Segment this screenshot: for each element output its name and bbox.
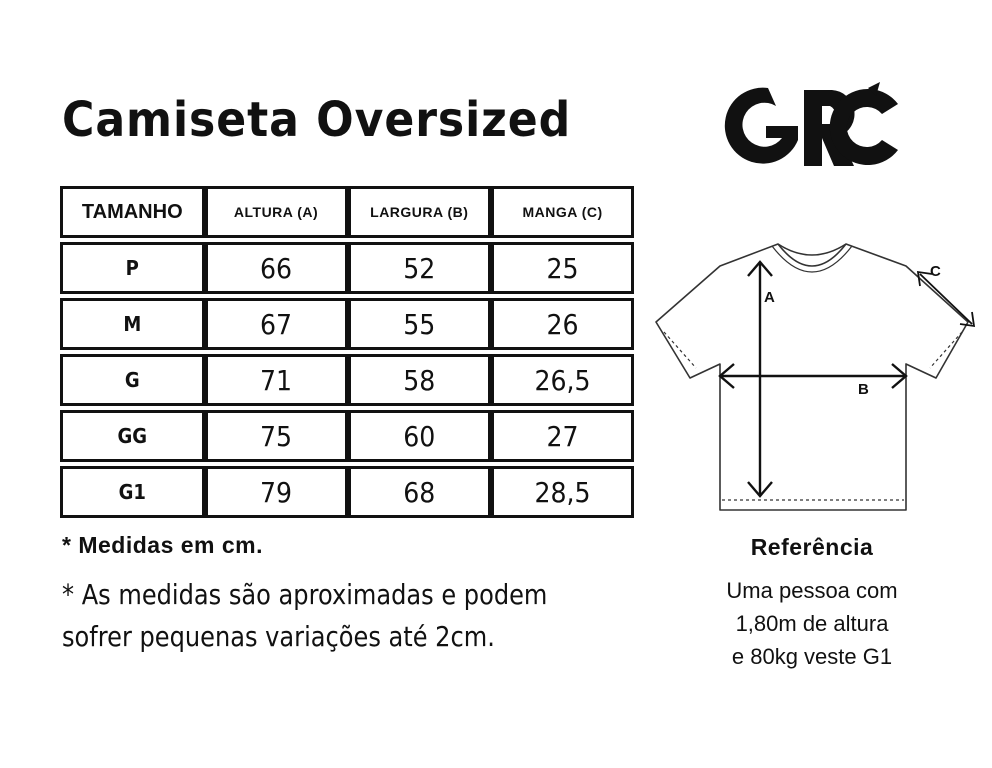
- table-row: [60, 354, 634, 406]
- header-cell: TAMANHO: [60, 186, 205, 238]
- value-cell: 58: [348, 354, 492, 406]
- value-cell: 67: [205, 298, 348, 350]
- header-cell: LARGURA (B): [348, 186, 492, 238]
- value-cell: 71: [205, 354, 348, 406]
- reference-title: Referência: [750, 534, 874, 560]
- size-cell: P: [60, 242, 205, 294]
- value-cell: 68: [348, 466, 492, 518]
- header-cell: MANGA (C): [491, 186, 634, 238]
- table-header-row: [60, 186, 634, 238]
- size-cell: M: [60, 298, 205, 350]
- page-title: Camiseta Oversized: [62, 92, 572, 148]
- size-cell: G: [60, 354, 205, 406]
- reference-line: Uma pessoa com: [726, 578, 898, 603]
- tshirt-measurement-diagram: [650, 236, 980, 516]
- size-table: [60, 186, 634, 518]
- value-cell: 26,5: [491, 354, 634, 406]
- value-cell: 55: [348, 298, 492, 350]
- value-cell: 27: [491, 410, 634, 462]
- label-b: B: [858, 381, 869, 398]
- table-row: [60, 298, 634, 350]
- size-cell: GG: [60, 410, 205, 462]
- value-cell: 25: [491, 242, 634, 294]
- approximation-note: * As medidas são aproximadas e podem sofrer pequenas variações até 2cm.: [62, 578, 548, 653]
- value-cell: 79: [205, 466, 348, 518]
- label-c: C: [930, 263, 941, 280]
- table-row: [60, 242, 634, 294]
- size-cell: G1: [60, 466, 205, 518]
- table-row: [60, 466, 634, 518]
- reference-line: e 80kg veste G1: [731, 644, 893, 669]
- value-cell: 52: [348, 242, 492, 294]
- label-a: A: [764, 289, 775, 306]
- table-row: [60, 410, 634, 462]
- value-cell: 66: [205, 242, 348, 294]
- grc-logo: [720, 78, 905, 173]
- measurement-unit-note: * Medidas em cm.: [62, 532, 264, 558]
- header-cell: ALTURA (A): [205, 186, 348, 238]
- value-cell: 26: [491, 298, 634, 350]
- value-cell: 60: [348, 410, 492, 462]
- reference-line: 1,80m de altura: [735, 611, 889, 636]
- value-cell: 75: [205, 410, 348, 462]
- reference-text: [700, 574, 924, 673]
- value-cell: 28,5: [491, 466, 634, 518]
